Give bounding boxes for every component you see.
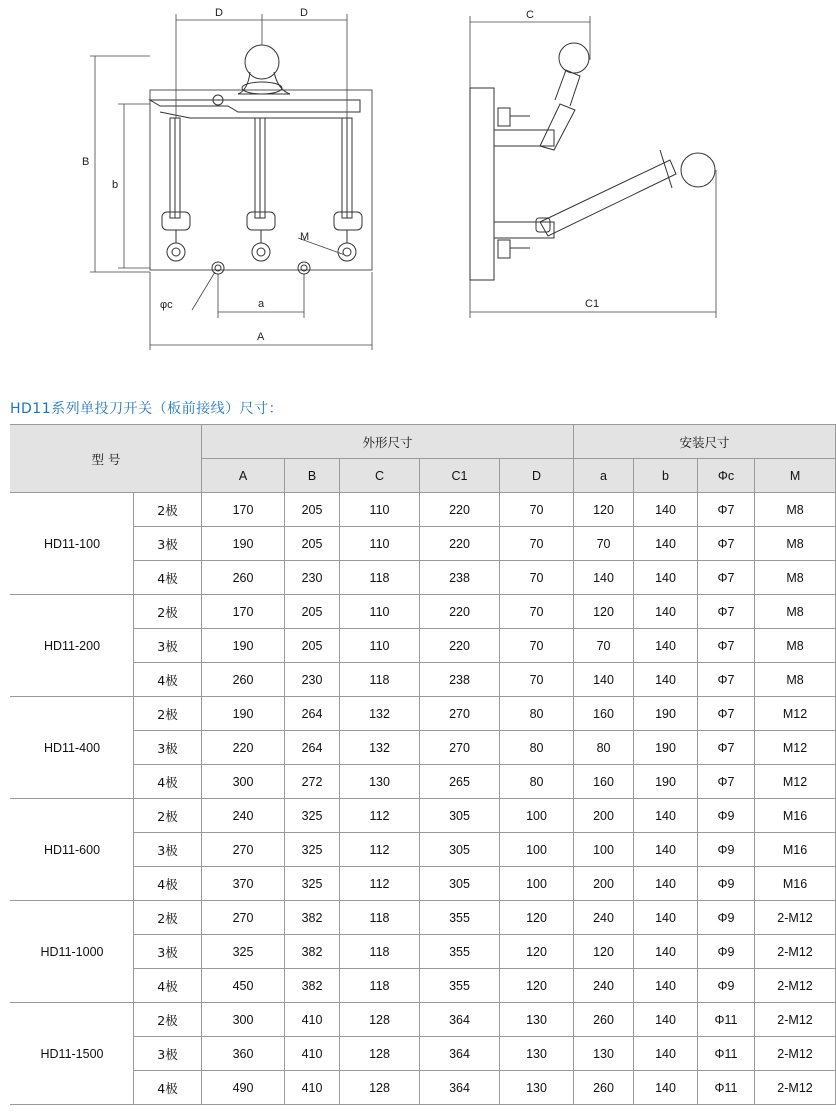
value-cell: 130 xyxy=(500,1003,574,1037)
value-cell: 200 xyxy=(574,867,634,901)
model-name-cell: HD11-100 xyxy=(11,493,134,595)
value-cell: 325 xyxy=(202,935,285,969)
value-cell: M8 xyxy=(755,663,836,697)
value-cell: 140 xyxy=(574,561,634,595)
value-cell: 130 xyxy=(574,1037,634,1071)
value-cell: 118 xyxy=(340,935,420,969)
table-row xyxy=(11,493,836,527)
value-cell: 118 xyxy=(340,663,420,697)
value-cell: 190 xyxy=(202,629,285,663)
value-cell: 230 xyxy=(285,561,340,595)
side-blade-knob xyxy=(681,153,715,187)
column-header: C1 xyxy=(420,459,500,493)
table-body xyxy=(11,493,836,1105)
poles-cell: 3极 xyxy=(134,527,202,561)
value-cell: 100 xyxy=(500,833,574,867)
value-cell: 490 xyxy=(202,1071,285,1105)
value-cell: 70 xyxy=(500,527,574,561)
value-cell: 70 xyxy=(500,561,574,595)
value-cell: 260 xyxy=(574,1071,634,1105)
value-cell: 170 xyxy=(202,595,285,629)
value-cell: 110 xyxy=(340,527,420,561)
table-row xyxy=(11,1071,836,1105)
value-cell: 70 xyxy=(500,595,574,629)
value-cell: M12 xyxy=(755,765,836,799)
value-cell: 410 xyxy=(285,1037,340,1071)
poles-cell: 4极 xyxy=(134,1071,202,1105)
value-cell: 360 xyxy=(202,1037,285,1071)
value-cell: Φ9 xyxy=(698,901,755,935)
value-cell: 80 xyxy=(500,697,574,731)
value-cell: Φ9 xyxy=(698,935,755,969)
table-row xyxy=(11,867,836,901)
value-cell: 128 xyxy=(340,1037,420,1071)
value-cell: 100 xyxy=(500,867,574,901)
value-cell: 270 xyxy=(202,833,285,867)
value-cell: 120 xyxy=(500,935,574,969)
value-cell: 70 xyxy=(500,493,574,527)
blade-1 xyxy=(162,118,190,261)
value-cell: 205 xyxy=(285,595,340,629)
column-header: D xyxy=(500,459,574,493)
value-cell: Φ9 xyxy=(698,799,755,833)
label-C1: C1 xyxy=(585,298,600,310)
value-cell: 450 xyxy=(202,969,285,1003)
column-header: Φc xyxy=(698,459,755,493)
model-name-cell: HD11-1000 xyxy=(11,901,134,1003)
value-cell: 205 xyxy=(285,629,340,663)
value-cell: 364 xyxy=(420,1037,500,1071)
side-handle-arm xyxy=(540,104,575,150)
value-cell: 140 xyxy=(634,663,698,697)
value-cell: 70 xyxy=(500,663,574,697)
value-cell: 2-M12 xyxy=(755,901,836,935)
value-cell: 130 xyxy=(340,765,420,799)
value-cell: Φ7 xyxy=(698,765,755,799)
table-row xyxy=(11,833,836,867)
table-row xyxy=(11,561,836,595)
poles-cell: 4极 xyxy=(134,867,202,901)
value-cell: 220 xyxy=(202,731,285,765)
value-cell: 128 xyxy=(340,1003,420,1037)
value-cell: 70 xyxy=(574,527,634,561)
value-cell: Φ11 xyxy=(698,1071,755,1105)
table-row xyxy=(11,1037,836,1071)
label-A: A xyxy=(257,331,265,343)
value-cell: 160 xyxy=(574,765,634,799)
value-cell: 112 xyxy=(340,867,420,901)
header-outline-dimensions: 外形尺寸 xyxy=(202,425,574,459)
value-cell: 110 xyxy=(340,595,420,629)
value-cell: M16 xyxy=(755,799,836,833)
table-row xyxy=(11,595,836,629)
value-cell: Φ7 xyxy=(698,595,755,629)
value-cell: 130 xyxy=(500,1037,574,1071)
value-cell: 355 xyxy=(420,935,500,969)
value-cell: 205 xyxy=(285,493,340,527)
value-cell: 410 xyxy=(285,1071,340,1105)
value-cell: Φ9 xyxy=(698,833,755,867)
value-cell: 140 xyxy=(634,867,698,901)
value-cell: 140 xyxy=(634,935,698,969)
dimensions-table xyxy=(10,424,836,1105)
poles-cell: 2极 xyxy=(134,697,202,731)
value-cell: 140 xyxy=(634,1071,698,1105)
value-cell: 118 xyxy=(340,561,420,595)
label-C: C xyxy=(526,9,534,21)
value-cell: 355 xyxy=(420,901,500,935)
model-name-cell: HD11-200 xyxy=(11,595,134,697)
value-cell: 382 xyxy=(285,901,340,935)
header-model: 型 号 xyxy=(11,425,202,493)
table-row xyxy=(11,765,836,799)
value-cell: 190 xyxy=(202,697,285,731)
label-phi-c: φc xyxy=(160,299,173,311)
value-cell: 260 xyxy=(574,1003,634,1037)
value-cell: 132 xyxy=(340,697,420,731)
value-cell: 190 xyxy=(634,731,698,765)
value-cell: 305 xyxy=(420,799,500,833)
value-cell: Φ7 xyxy=(698,527,755,561)
value-cell: 160 xyxy=(574,697,634,731)
value-cell: 140 xyxy=(634,527,698,561)
value-cell: 120 xyxy=(574,595,634,629)
poles-cell: 2极 xyxy=(134,493,202,527)
value-cell: 80 xyxy=(500,731,574,765)
value-cell: 205 xyxy=(285,527,340,561)
column-header: M xyxy=(755,459,836,493)
value-cell: 220 xyxy=(420,493,500,527)
value-cell: 70 xyxy=(500,629,574,663)
value-cell: 2-M12 xyxy=(755,969,836,1003)
value-cell: 112 xyxy=(340,799,420,833)
poles-cell: 2极 xyxy=(134,1003,202,1037)
value-cell: 140 xyxy=(634,629,698,663)
value-cell: M8 xyxy=(755,493,836,527)
table-row xyxy=(11,697,836,731)
value-cell: 305 xyxy=(420,867,500,901)
value-cell: 265 xyxy=(420,765,500,799)
value-cell: 140 xyxy=(634,969,698,1003)
blade-3 xyxy=(334,118,362,261)
value-cell: 272 xyxy=(285,765,340,799)
value-cell: 120 xyxy=(574,935,634,969)
value-cell: 120 xyxy=(500,969,574,1003)
value-cell: 70 xyxy=(574,629,634,663)
value-cell: M12 xyxy=(755,697,836,731)
poles-cell: 3极 xyxy=(134,629,202,663)
value-cell: 140 xyxy=(634,799,698,833)
value-cell: 2-M12 xyxy=(755,935,836,969)
section-title: HD11系列单投刀开关（板前接线）尺寸： xyxy=(10,401,284,417)
value-cell: 140 xyxy=(634,1003,698,1037)
model-name-cell: HD11-600 xyxy=(11,799,134,901)
value-cell: 2-M12 xyxy=(755,1071,836,1105)
value-cell: 325 xyxy=(285,867,340,901)
value-cell: Φ7 xyxy=(698,731,755,765)
value-cell: 220 xyxy=(420,629,500,663)
column-header: A xyxy=(202,459,285,493)
value-cell: 140 xyxy=(574,663,634,697)
poles-cell: 4极 xyxy=(134,969,202,1003)
table-row xyxy=(11,799,836,833)
poles-cell: 2极 xyxy=(134,901,202,935)
value-cell: 2-M12 xyxy=(755,1037,836,1071)
value-cell: 100 xyxy=(574,833,634,867)
value-cell: 382 xyxy=(285,969,340,1003)
label-b: b xyxy=(112,179,119,191)
value-cell: 190 xyxy=(634,697,698,731)
value-cell: 264 xyxy=(285,697,340,731)
value-cell: 370 xyxy=(202,867,285,901)
value-cell: 140 xyxy=(634,901,698,935)
column-header: b xyxy=(634,459,698,493)
value-cell: 200 xyxy=(574,799,634,833)
value-cell: 170 xyxy=(202,493,285,527)
poles-cell: 3极 xyxy=(134,731,202,765)
side-blade xyxy=(540,160,676,236)
value-cell: 120 xyxy=(500,901,574,935)
value-cell: 220 xyxy=(420,527,500,561)
value-cell: Φ7 xyxy=(698,629,755,663)
value-cell: M8 xyxy=(755,527,836,561)
value-cell: 240 xyxy=(574,969,634,1003)
value-cell: 364 xyxy=(420,1003,500,1037)
value-cell: 118 xyxy=(340,969,420,1003)
label-D-left: D xyxy=(215,7,223,19)
label-D-right: D xyxy=(300,7,308,19)
front-view-drawing xyxy=(0,0,390,360)
poles-cell: 3极 xyxy=(134,935,202,969)
value-cell: 112 xyxy=(340,833,420,867)
value-cell: M8 xyxy=(755,595,836,629)
value-cell: 240 xyxy=(202,799,285,833)
value-cell: Φ9 xyxy=(698,969,755,1003)
value-cell: Φ11 xyxy=(698,1003,755,1037)
value-cell: 140 xyxy=(634,1037,698,1071)
value-cell: 220 xyxy=(420,595,500,629)
value-cell: Φ11 xyxy=(698,1037,755,1071)
value-cell: Φ7 xyxy=(698,697,755,731)
value-cell: 230 xyxy=(285,663,340,697)
table-row xyxy=(11,901,836,935)
value-cell: M8 xyxy=(755,629,836,663)
header-install-dimensions: 安装尺寸 xyxy=(574,425,836,459)
poles-cell: 4极 xyxy=(134,765,202,799)
value-cell: M16 xyxy=(755,867,836,901)
value-cell: 2-M12 xyxy=(755,1003,836,1037)
column-header: C xyxy=(340,459,420,493)
table-row xyxy=(11,1003,836,1037)
value-cell: 140 xyxy=(634,833,698,867)
value-cell: 300 xyxy=(202,1003,285,1037)
value-cell: 240 xyxy=(574,901,634,935)
value-cell: 382 xyxy=(285,935,340,969)
model-name-cell: HD11-400 xyxy=(11,697,134,799)
value-cell: 305 xyxy=(420,833,500,867)
value-cell: 140 xyxy=(634,561,698,595)
value-cell: 270 xyxy=(420,731,500,765)
value-cell: 80 xyxy=(574,731,634,765)
value-cell: 355 xyxy=(420,969,500,1003)
value-cell: Φ7 xyxy=(698,663,755,697)
value-cell: 128 xyxy=(340,1071,420,1105)
poles-cell: 2极 xyxy=(134,595,202,629)
poles-cell: 3极 xyxy=(134,1037,202,1071)
value-cell: 325 xyxy=(285,799,340,833)
value-cell: 80 xyxy=(500,765,574,799)
value-cell: 325 xyxy=(285,833,340,867)
table-row xyxy=(11,731,836,765)
value-cell: 270 xyxy=(202,901,285,935)
value-cell: Φ7 xyxy=(698,561,755,595)
value-cell: 260 xyxy=(202,663,285,697)
poles-cell: 4极 xyxy=(134,663,202,697)
value-cell: 120 xyxy=(574,493,634,527)
value-cell: 410 xyxy=(285,1003,340,1037)
value-cell: 190 xyxy=(202,527,285,561)
table-row xyxy=(11,935,836,969)
poles-cell: 3极 xyxy=(134,833,202,867)
column-header: a xyxy=(574,459,634,493)
label-M: M xyxy=(300,231,310,243)
value-cell: 190 xyxy=(634,765,698,799)
value-cell: 132 xyxy=(340,731,420,765)
side-plate xyxy=(470,88,494,280)
value-cell: 110 xyxy=(340,629,420,663)
label-a: a xyxy=(258,298,265,310)
value-cell: 100 xyxy=(500,799,574,833)
poles-cell: 2极 xyxy=(134,799,202,833)
value-cell: M8 xyxy=(755,561,836,595)
table-row xyxy=(11,969,836,1003)
value-cell: 260 xyxy=(202,561,285,595)
blade-2 xyxy=(247,118,275,261)
column-header: B xyxy=(285,459,340,493)
technical-drawings xyxy=(0,0,800,360)
value-cell: M12 xyxy=(755,731,836,765)
table-row xyxy=(11,629,836,663)
label-B: B xyxy=(82,156,90,168)
value-cell: 264 xyxy=(285,731,340,765)
value-cell: 238 xyxy=(420,561,500,595)
value-cell: 140 xyxy=(634,595,698,629)
poles-cell: 4极 xyxy=(134,561,202,595)
side-handle-knob xyxy=(559,43,589,73)
top-bar xyxy=(150,100,360,112)
value-cell: 238 xyxy=(420,663,500,697)
table-row xyxy=(11,663,836,697)
value-cell: Φ9 xyxy=(698,867,755,901)
value-cell: M16 xyxy=(755,833,836,867)
value-cell: 110 xyxy=(340,493,420,527)
value-cell: 300 xyxy=(202,765,285,799)
model-name-cell: HD11-1500 xyxy=(11,1003,134,1105)
table-row xyxy=(11,527,836,561)
value-cell: 118 xyxy=(340,901,420,935)
value-cell: 130 xyxy=(500,1071,574,1105)
value-cell: 140 xyxy=(634,493,698,527)
value-cell: Φ7 xyxy=(698,493,755,527)
value-cell: 270 xyxy=(420,697,500,731)
value-cell: 364 xyxy=(420,1071,500,1105)
